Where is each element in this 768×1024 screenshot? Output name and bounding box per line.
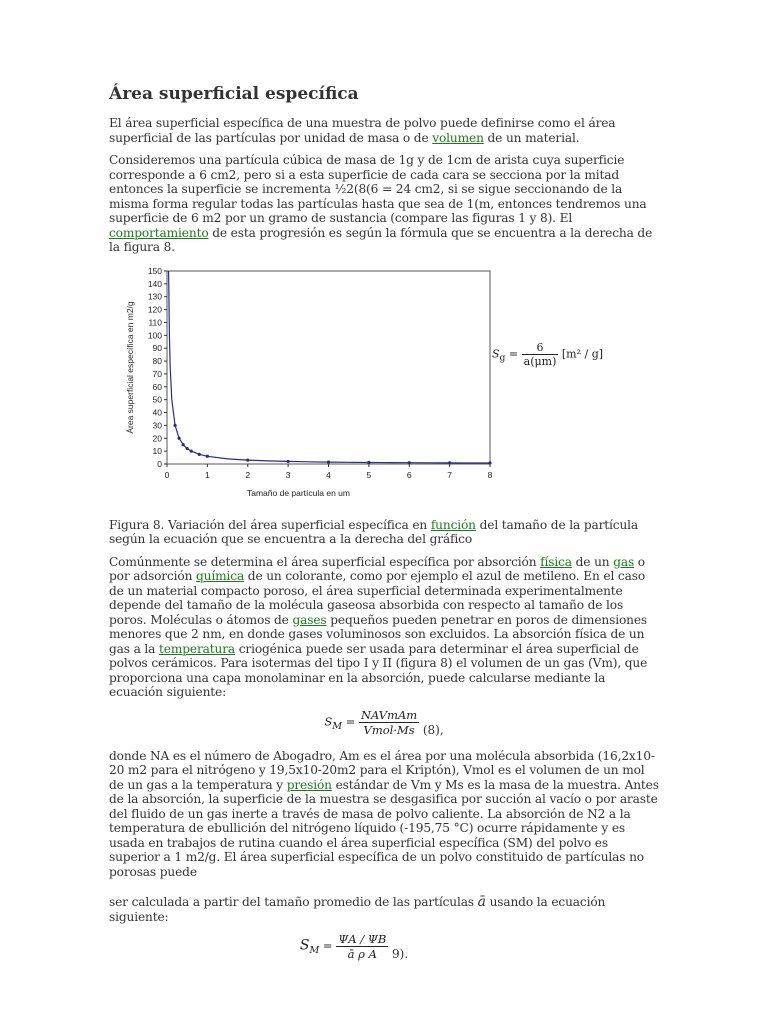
y-tick-label: 50 (152, 394, 162, 405)
link-quimica[interactable]: química (196, 569, 245, 583)
y-tick-label: 130 (147, 291, 162, 302)
series-line (169, 271, 490, 463)
x-tick-label: 5 (366, 469, 372, 480)
document-page (109, 84, 659, 973)
paragraph-definition: El área superficial específica de una muestra de polvo puede definirse como el área superficial de las partículas por unidad de masa o de volumen de un material. (109, 116, 616, 145)
x-tick-label: 2 (245, 469, 251, 480)
y-tick-label: 110 (148, 316, 162, 327)
y-tick-label: 90 (152, 342, 162, 353)
x-tick-label: 1 (205, 469, 210, 480)
link-gases[interactable]: gases (292, 612, 327, 627)
figure-caption: Figura 8. Variación del área superficial específica en función del tamaño de la partícula según la ecuación que se encuentra a la derecha del gráfico (109, 517, 639, 546)
page-title: Área superficial específica (109, 84, 359, 104)
paragraph-average-size: ser calculada a partir del tamaño promedio de las partículas ā usando la ecuación siguiente: (109, 894, 606, 924)
link-temperatura[interactable]: temperatura (159, 641, 235, 656)
data-point (246, 458, 249, 461)
y-tick-label: 30 (152, 419, 162, 430)
data-point (408, 461, 411, 464)
equation-8: $S_M$ = $\frac{\text{NAVmAm}}{\text{Vmol·Ms}}$ (8), (324, 707, 444, 737)
symbol-a-bar: ā (477, 894, 486, 910)
data-point (178, 436, 181, 439)
x-tick-label: 0 (164, 469, 170, 480)
y-tick-label: 150 (147, 265, 162, 276)
data-point (198, 452, 201, 455)
data-point (190, 449, 193, 452)
link-volumen[interactable]: volumen (432, 130, 484, 145)
link-presion[interactable]: presión (286, 777, 332, 792)
y-tick-label: 10 (152, 445, 162, 456)
x-tick-label: 8 (487, 469, 493, 480)
y-axis-label: Área superficial específica en m2/g (125, 300, 135, 434)
x-tick-label: 6 (406, 469, 412, 480)
y-tick-label: 60 (152, 381, 162, 392)
paragraph-absorption: Comúnmente se determina el área superficial específica por absorción física de un gas o por adsorción química de un colorante, como por ejemplo el azul de metileno. En el caso de un material compacto poroso, el área superficial determinada experimentalmente depende del tamaño de la molécula gaseosa absorbida con respecto al tamaño de los poros. Moléculas o átomos de gases pequeños pueden penetrar en poros de dimensiones menores que 2 nm, en donde gases voluminosos son excluidos. La absorción física de un gas a la temperatura criogénica puede ser usada para determinar el área superficial de polvos cerámicos. Para isotermas del tipo I y II (figura 8) el volumen de un gas (Vm), que proporciona una capa monolaminar en la absorción, puede calcularse mediante la ecuación siguiente: (109, 554, 648, 699)
equation-9: $S_M$ = $\frac{\Psi A / \Psi B}{\text{ā ρ A}}$ 9). (299, 932, 409, 961)
data-point (173, 423, 176, 426)
figure-8 (109, 263, 659, 508)
plot-frame (167, 271, 490, 464)
link-comportamiento[interactable]: comportamiento (109, 225, 209, 240)
data-point (206, 454, 209, 457)
y-tick-label: 80 (152, 355, 162, 366)
y-tick-label: 100 (147, 329, 162, 340)
data-point (327, 460, 330, 463)
data-point (287, 459, 290, 462)
y-tick-label: 70 (152, 368, 162, 379)
y-tick-label: 120 (147, 304, 162, 315)
formula-sg: $S_g$ = $\frac{6}{a(\mu m)}$ [m² / g] (492, 340, 604, 368)
y-tick-label: 0 (157, 458, 162, 469)
x-tick-label: 4 (326, 469, 331, 480)
paragraph-cube-example: Consideremos una partícula cúbica de masa de 1g y de 1cm de arista cuya superficie corresponde a 6 cm2, pero si a esta superficie de cada cara se secciona por la mitad entonces la superficie se incrementa ½2(8(6 = 24 cm2, si se sigue seccionando de la misma forma regular todas las partículas hasta que sea de 1(m, entonces tendremos una superficie de 6 m2 por un gramo de sustancia (compare las figuras 1 y 8). El comportamiento de esta progresión es según la fórmula que se encuentra a la derecha de la figura 8. (109, 153, 653, 254)
x-axis-label: Tamaño de partícula en um (246, 487, 351, 498)
paragraph-variables: donde NA es el número de Abogadro, Am es el área por una molécula absorbida (16,2x10-20 m2 para el nitrógeno y 19,5x10-20m2 para el Kriptón), Vmol es el volumen de un mol de un gas a la temperatura y presión estándar de Vm y Ms es la masa de la muestra. Antes de la absorción, la superficie de la muestra se desgasifica por succión al vacío o por araste del fluido de un gas inerte a través de masa de polvo caliente. La absorción de N2 a la temperatura de ebullición del nitrógeno líquido (-195,75 °C) ocurre rápidamente y es usada en trabajos de rutina cuando el área superficial específica (SM) del polvo es superior a 1 m2/g. El área superficial específica de un polvo constituido de partículas no porosas puede (109, 748, 659, 879)
link-fisica[interactable]: física (540, 554, 572, 569)
data-point (448, 461, 451, 464)
link-funcion[interactable]: función (430, 517, 476, 532)
chart-area-vs-size (119, 263, 493, 508)
data-point (186, 446, 189, 449)
y-tick-label: 140 (147, 278, 162, 289)
data-point (367, 460, 370, 463)
y-tick-label: 20 (152, 432, 162, 443)
data-point (488, 461, 491, 464)
link-gas[interactable]: gas (613, 554, 635, 569)
data-point (182, 443, 185, 446)
y-tick-label: 40 (152, 407, 162, 418)
x-tick-label: 3 (285, 469, 291, 480)
x-tick-label: 7 (447, 469, 452, 480)
